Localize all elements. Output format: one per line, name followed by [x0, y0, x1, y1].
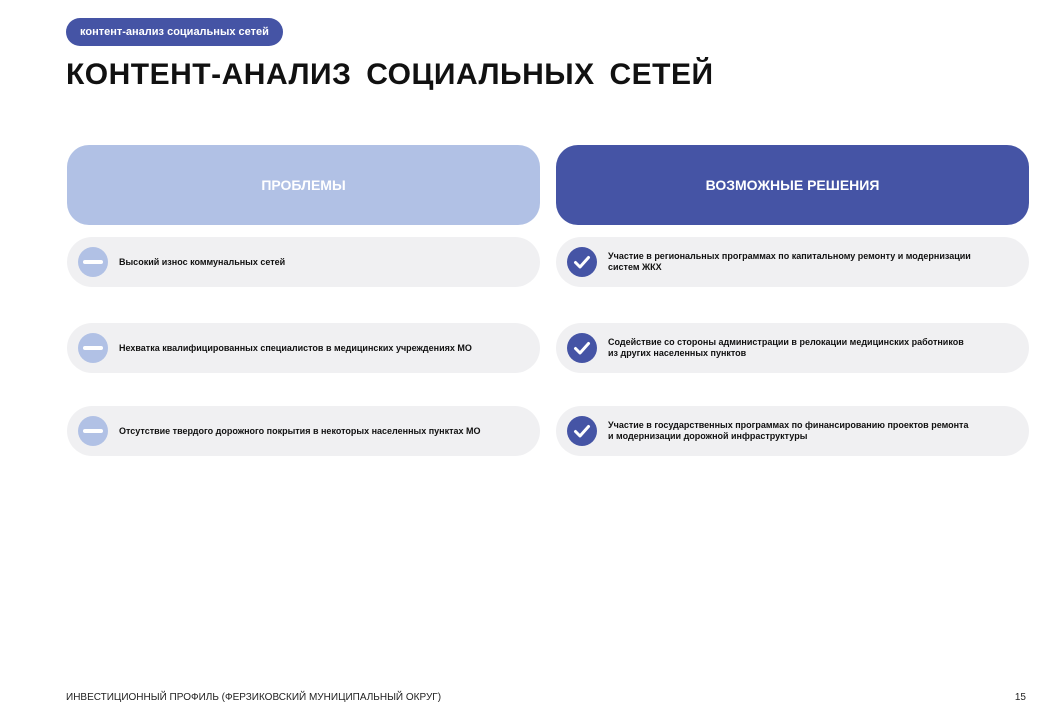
check-circle-icon	[567, 416, 597, 446]
minus-circle-icon	[78, 333, 108, 363]
problem-text: Высокий износ коммунальных сетей	[119, 256, 286, 267]
solutions-header	[556, 145, 1029, 225]
solution-item-3	[556, 406, 1029, 456]
check-circle-icon	[567, 333, 597, 363]
solutions-header-label: ВОЗМОЖНЫЕ РЕШЕНИЯ	[705, 177, 880, 193]
solution-item-1	[556, 237, 1029, 287]
minus-circle-icon	[78, 416, 108, 446]
minus-circle-icon	[78, 247, 108, 277]
solution-item-2	[556, 323, 1029, 373]
problem-item-3	[67, 406, 540, 456]
footer-title: ИНВЕСТИЦИОННЫЙ ПРОФИЛЬ (ФЕРЗИКОВСКИЙ МУНИЦИПАЛЬНЫЙ ОКРУГ)	[66, 692, 442, 703]
page-number: 15	[1014, 692, 1026, 703]
solution-text: Участие в региональных программах по капитальному ремонту и модернизации систем ЖКХ	[608, 251, 971, 272]
solution-text: Содействие со стороны администрации в релокации медицинских работников из других населенных пунктов	[608, 337, 964, 358]
problem-text: Отсутствие твердого дорожного покрытия в некоторых населенных пунктах МО	[119, 425, 481, 436]
problems-header	[67, 145, 540, 225]
solution-text: Участие в государственных программах по финансированию проектов ремонта и модернизации дорожной инфраструктуры	[608, 420, 969, 441]
section-tag: контент-анализ социальных сетей	[66, 18, 283, 46]
problems-header-label: ПРОБЛЕМЫ	[261, 177, 346, 193]
problem-text: Нехватка квалифицированных специалистов в медицинских учреждениях МО	[119, 342, 472, 353]
page-title: КОНТЕНТ-АНАЛИЗ СОЦИАЛЬНЫХ СЕТЕЙ	[66, 58, 714, 91]
check-circle-icon	[567, 247, 597, 277]
problem-item-1	[67, 237, 540, 287]
problem-item-2	[67, 323, 540, 373]
